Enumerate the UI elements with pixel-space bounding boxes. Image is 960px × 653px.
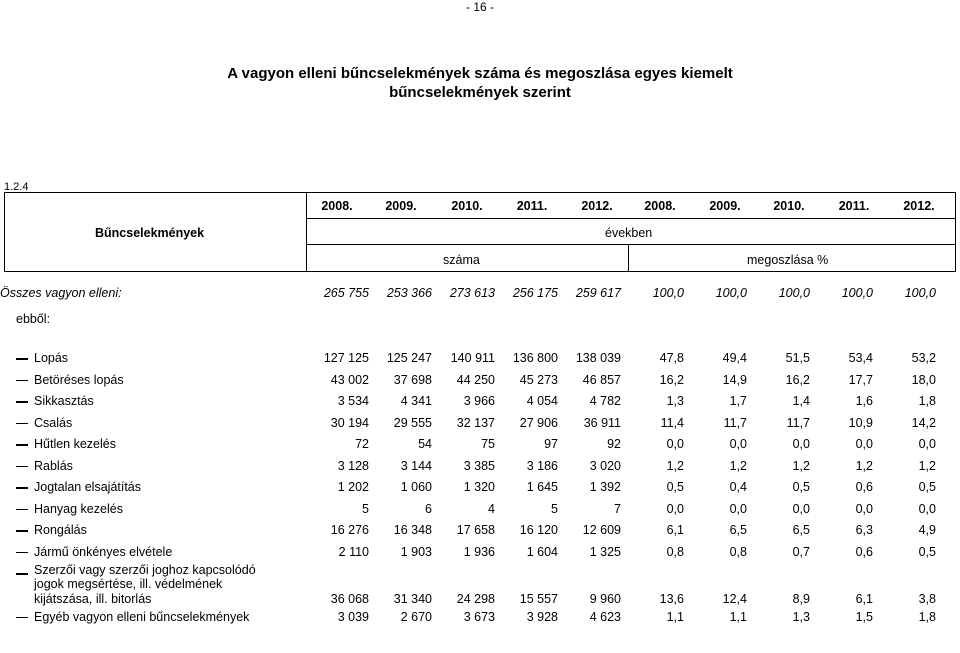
table-cell: 24 298: [456, 592, 495, 606]
header-year: 2011.: [516, 199, 548, 213]
page-number: - 16 -: [465, 0, 494, 14]
table-cell: 46 857: [582, 372, 621, 387]
row-label: [0, 304, 306, 348]
table-cell: 27 906: [519, 415, 558, 430]
table-cell: 1,2: [918, 458, 936, 473]
header-year: 2010.: [451, 199, 483, 213]
table-row: [0, 412, 936, 434]
header-evekben: években: [605, 226, 653, 240]
header-divider: [306, 244, 956, 245]
table-cell: 6,5: [729, 523, 747, 538]
dash-marker: [16, 358, 28, 360]
header-year: 2009.: [385, 199, 417, 213]
table-cell: 45 273: [519, 372, 558, 387]
table-cell: 0,7: [792, 544, 810, 559]
dash-marker: [16, 552, 28, 554]
dash-marker: [16, 466, 28, 468]
table-cell: 3 385: [463, 458, 495, 473]
table-row: [0, 498, 936, 520]
table-cell: 3 020: [589, 458, 621, 473]
table-cell: 14,9: [722, 372, 747, 387]
table-cell: 1,2: [729, 458, 747, 473]
table-cell: 0,0: [918, 437, 936, 452]
table-cell: 36 068: [330, 592, 369, 606]
table-cell: 0,0: [729, 501, 747, 516]
header-divider: [628, 244, 629, 271]
table-cell: 72: [355, 437, 369, 452]
table-cell: 1,6: [855, 394, 873, 409]
table-cell: 1,8: [918, 394, 936, 409]
table-cell: 1,5: [855, 609, 873, 624]
header-megoszlasa: megoszlása %: [747, 253, 829, 267]
table-cell: 36 911: [583, 415, 621, 430]
row-label-text: Hanyag kezelés: [34, 501, 123, 516]
row-label: [0, 498, 306, 520]
dash-marker: [16, 617, 28, 619]
table-cell: 2 110: [338, 544, 369, 559]
table-cell: 6,3: [855, 523, 873, 538]
table-cell: 16,2: [659, 372, 684, 387]
table-cell: 16 120: [519, 523, 558, 538]
table-cell: 12 609: [582, 523, 621, 538]
table-row: [0, 369, 936, 391]
table-row: [0, 434, 936, 456]
table-cell: 1,2: [855, 458, 873, 473]
table-cell: 53,4: [848, 351, 873, 366]
table-cell: [747, 304, 810, 348]
table-cell: 4 782: [589, 394, 621, 409]
header-year: 2008.: [644, 199, 676, 213]
dash-marker: [16, 509, 28, 511]
row-label-line: kijátszása, ill. bitorlás: [34, 591, 152, 606]
table-cell: 1 320: [463, 480, 495, 495]
table-cell: 138 039: [575, 351, 621, 366]
table-cell: 3 534: [337, 394, 369, 409]
table-cell: 0,6: [855, 480, 873, 495]
table-cell: 0,0: [855, 437, 873, 452]
table-cell: 0,0: [792, 437, 810, 452]
table-row: [0, 477, 936, 499]
row-label: [0, 369, 306, 391]
table-cell: 44 250: [456, 372, 495, 387]
header-szama: száma: [443, 253, 480, 267]
table-cell: 1 604: [526, 544, 558, 559]
table-cell: 4,9: [918, 523, 936, 538]
table-cell: 4: [488, 501, 495, 516]
table-cell: 0,5: [666, 480, 684, 495]
table-cell: [810, 304, 873, 348]
table-cell: 3 039: [337, 609, 369, 624]
header-year: 2008.: [321, 199, 353, 213]
table-cell: 265 755: [323, 285, 369, 300]
table-cell: 15 557: [519, 592, 558, 606]
table-cell: 6,1: [666, 523, 684, 538]
table-cell: 1,2: [792, 458, 810, 473]
header-year: 2009.: [709, 199, 741, 213]
table-cell: 4 623: [589, 609, 621, 624]
table-cell: 0,0: [666, 437, 684, 452]
row-label-text: Egyéb vagyon elleni bűncselekmények: [34, 609, 250, 624]
table-cell: 1 202: [337, 480, 369, 495]
row-label-text: Rongálás: [34, 523, 87, 538]
table-cell: 0,8: [666, 544, 684, 559]
table-cell: 140 911: [450, 351, 495, 366]
row-label-text: Jogtalan elsajátítás: [34, 480, 142, 495]
table-cell: 3 928: [526, 609, 558, 624]
table-cell: 253 366: [386, 285, 432, 300]
table-cell: 5: [362, 501, 369, 516]
table-cell: 1,1: [729, 609, 747, 624]
table-cell: 54: [418, 437, 432, 452]
header-year: 2012.: [581, 199, 613, 213]
title-line-1: A vagyon elleni bűncselekmények száma és megoszlása egyes kiemelt: [227, 65, 733, 82]
row-label: [0, 412, 306, 434]
table-row: [0, 541, 936, 563]
table-cell: 136 800: [512, 351, 558, 366]
table-cell: 10,9: [848, 415, 873, 430]
table-cell: 0,0: [918, 501, 936, 516]
table-cell: 0,0: [666, 501, 684, 516]
table-cell: 16 348: [393, 523, 432, 538]
table-cell: 1,3: [666, 394, 684, 409]
table-code: 1.2.4: [4, 181, 29, 193]
table-cell: 2 670: [400, 609, 432, 624]
table-cell: 3,8: [918, 592, 936, 606]
table-cell: 0,8: [729, 544, 747, 559]
table-cell: 0,5: [918, 480, 936, 495]
table-cell: [684, 304, 747, 348]
table-cell: 0,5: [918, 544, 936, 559]
table-cell: 1,2: [666, 458, 684, 473]
table-cell: 3 128: [337, 458, 369, 473]
table-header: [4, 192, 956, 272]
table-cell: 4 341: [400, 394, 432, 409]
table-cell: 0,0: [729, 437, 747, 452]
row-label-text: Betöréses lopás: [34, 372, 124, 387]
table-cell: 1,7: [729, 394, 747, 409]
table-cell: 32 137: [456, 415, 495, 430]
table-cell: 17,7: [848, 372, 873, 387]
table-cell: 1 903: [400, 544, 432, 559]
row-label-line: jogok megsértése, ill. védelmének: [34, 577, 223, 591]
table-cell: 3 966: [463, 394, 495, 409]
table-cell: 0,4: [729, 480, 747, 495]
table-cell: 47,8: [659, 351, 684, 366]
row-label: [0, 563, 306, 607]
table-cell: 1 936: [463, 544, 495, 559]
row-label-text: Rablás: [34, 458, 73, 473]
table-cell: [432, 304, 495, 348]
table-cell: 37 698: [393, 372, 432, 387]
dash-marker: [16, 423, 28, 425]
table-cell: 43 002: [330, 372, 369, 387]
table-cell: 0,6: [855, 544, 873, 559]
table-row: [0, 455, 936, 477]
table-cell: 0,0: [792, 501, 810, 516]
row-label: [0, 455, 306, 477]
table-cell: 3 144: [400, 458, 432, 473]
header-divider: [306, 218, 956, 219]
table-cell: 11,7: [723, 415, 747, 430]
row-label: Összes vagyon elleni:: [0, 285, 122, 300]
table-cell: 1 392: [589, 480, 621, 495]
table-cell: 125 247: [386, 351, 432, 366]
table-cell: 53,2: [911, 351, 936, 366]
table-cell: 12,4: [722, 592, 747, 606]
table-cell: 259 617: [575, 285, 621, 300]
table-cell: 1 645: [526, 480, 558, 495]
row-label: [0, 348, 306, 370]
dash-marker: [16, 401, 28, 403]
table-row: [0, 348, 936, 370]
table-cell: 9 960: [589, 592, 621, 606]
row-label: [0, 606, 306, 628]
table-cell: 3 186: [526, 458, 558, 473]
table-cell: [873, 304, 936, 348]
table-row: [0, 563, 936, 607]
row-label-text: Lopás: [34, 351, 69, 366]
row-label-line: Szerzői vagy szerzői joghoz kapcsolódó: [34, 562, 256, 577]
table-cell: 14,2: [911, 415, 936, 430]
table-cell: 3 673: [463, 609, 495, 624]
header-year: 2011.: [838, 199, 870, 213]
table-cell: 1,1: [666, 609, 684, 624]
row-label: [0, 541, 306, 563]
row-label-text: Jármű önkényes elvétele: [34, 544, 173, 559]
table-cell: 16 276: [330, 523, 369, 538]
title-line-2: bűncselekmények szerint: [389, 84, 571, 101]
table-cell: 4 054: [526, 394, 558, 409]
header-year: 2010.: [773, 199, 805, 213]
table-row: [0, 606, 936, 628]
table-row: [0, 520, 936, 542]
table-cell: 6,5: [792, 523, 810, 538]
header-row-label: Bűncselekmények: [95, 226, 205, 240]
row-label: [0, 477, 306, 499]
table-cell: 18,0: [911, 372, 936, 387]
row-label-text: Csalás: [34, 415, 73, 430]
row-label: [0, 391, 306, 413]
table-cell: [306, 304, 369, 348]
table-cell: 0,5: [792, 480, 810, 495]
table-cell: 127 125: [323, 351, 369, 366]
table-cell: 29 555: [393, 415, 432, 430]
table-cell: 1 060: [400, 480, 432, 495]
table-cell: 5: [551, 501, 558, 516]
row-label: [0, 434, 306, 456]
dash-marker: [16, 487, 28, 489]
row-label-text: Hűtlen kezelés: [34, 437, 116, 452]
table-cell: 6,1: [855, 592, 873, 606]
table-cell: 11,7: [786, 415, 810, 430]
page-title: [0, 64, 960, 102]
table-cell: 7: [614, 501, 621, 516]
table-cell: 51,5: [785, 351, 810, 366]
table-cell: 100,0: [778, 285, 810, 300]
table-cell: 100,0: [652, 285, 684, 300]
table-cell: 17 658: [456, 523, 495, 538]
table-cell: 30 194: [330, 415, 369, 430]
table-cell: 31 340: [393, 592, 432, 606]
table-cell: 13,6: [659, 592, 684, 606]
table-cell: 75: [481, 437, 495, 452]
row-label: [0, 520, 306, 542]
table-cell: 1,4: [792, 394, 810, 409]
table-cell: 6: [425, 501, 432, 516]
total-row: [0, 282, 936, 304]
ebbol-label: ebből:: [16, 311, 51, 326]
table-cell: 92: [607, 437, 621, 452]
table-cell: 97: [544, 437, 558, 452]
dash-marker: [16, 573, 28, 575]
header-year: 2012.: [903, 199, 935, 213]
table-cell: 1,8: [918, 609, 936, 624]
table-cell: 11,4: [660, 415, 684, 430]
ebbol-row: [0, 304, 936, 348]
row-label-text: Sikkasztás: [34, 394, 94, 409]
table-row: [0, 391, 936, 413]
table-cell: [369, 304, 432, 348]
table-cell: 49,4: [722, 351, 747, 366]
table-cell: [558, 304, 621, 348]
table-cell: 1 325: [589, 544, 621, 559]
data-table: [0, 282, 936, 628]
table-cell: [495, 304, 558, 348]
dash-marker: [16, 380, 28, 382]
table-cell: 100,0: [715, 285, 747, 300]
table-cell: 100,0: [904, 285, 936, 300]
dash-marker: [16, 444, 28, 446]
table-cell: 256 175: [512, 285, 558, 300]
dash-marker: [16, 530, 28, 532]
table-cell: [621, 304, 684, 348]
table-cell: 273 613: [449, 285, 495, 300]
table-cell: 100,0: [841, 285, 873, 300]
table-cell: 0,0: [855, 501, 873, 516]
table-cell: 1,3: [792, 609, 810, 624]
table-cell: 8,9: [792, 592, 810, 606]
table-cell: 16,2: [785, 372, 810, 387]
